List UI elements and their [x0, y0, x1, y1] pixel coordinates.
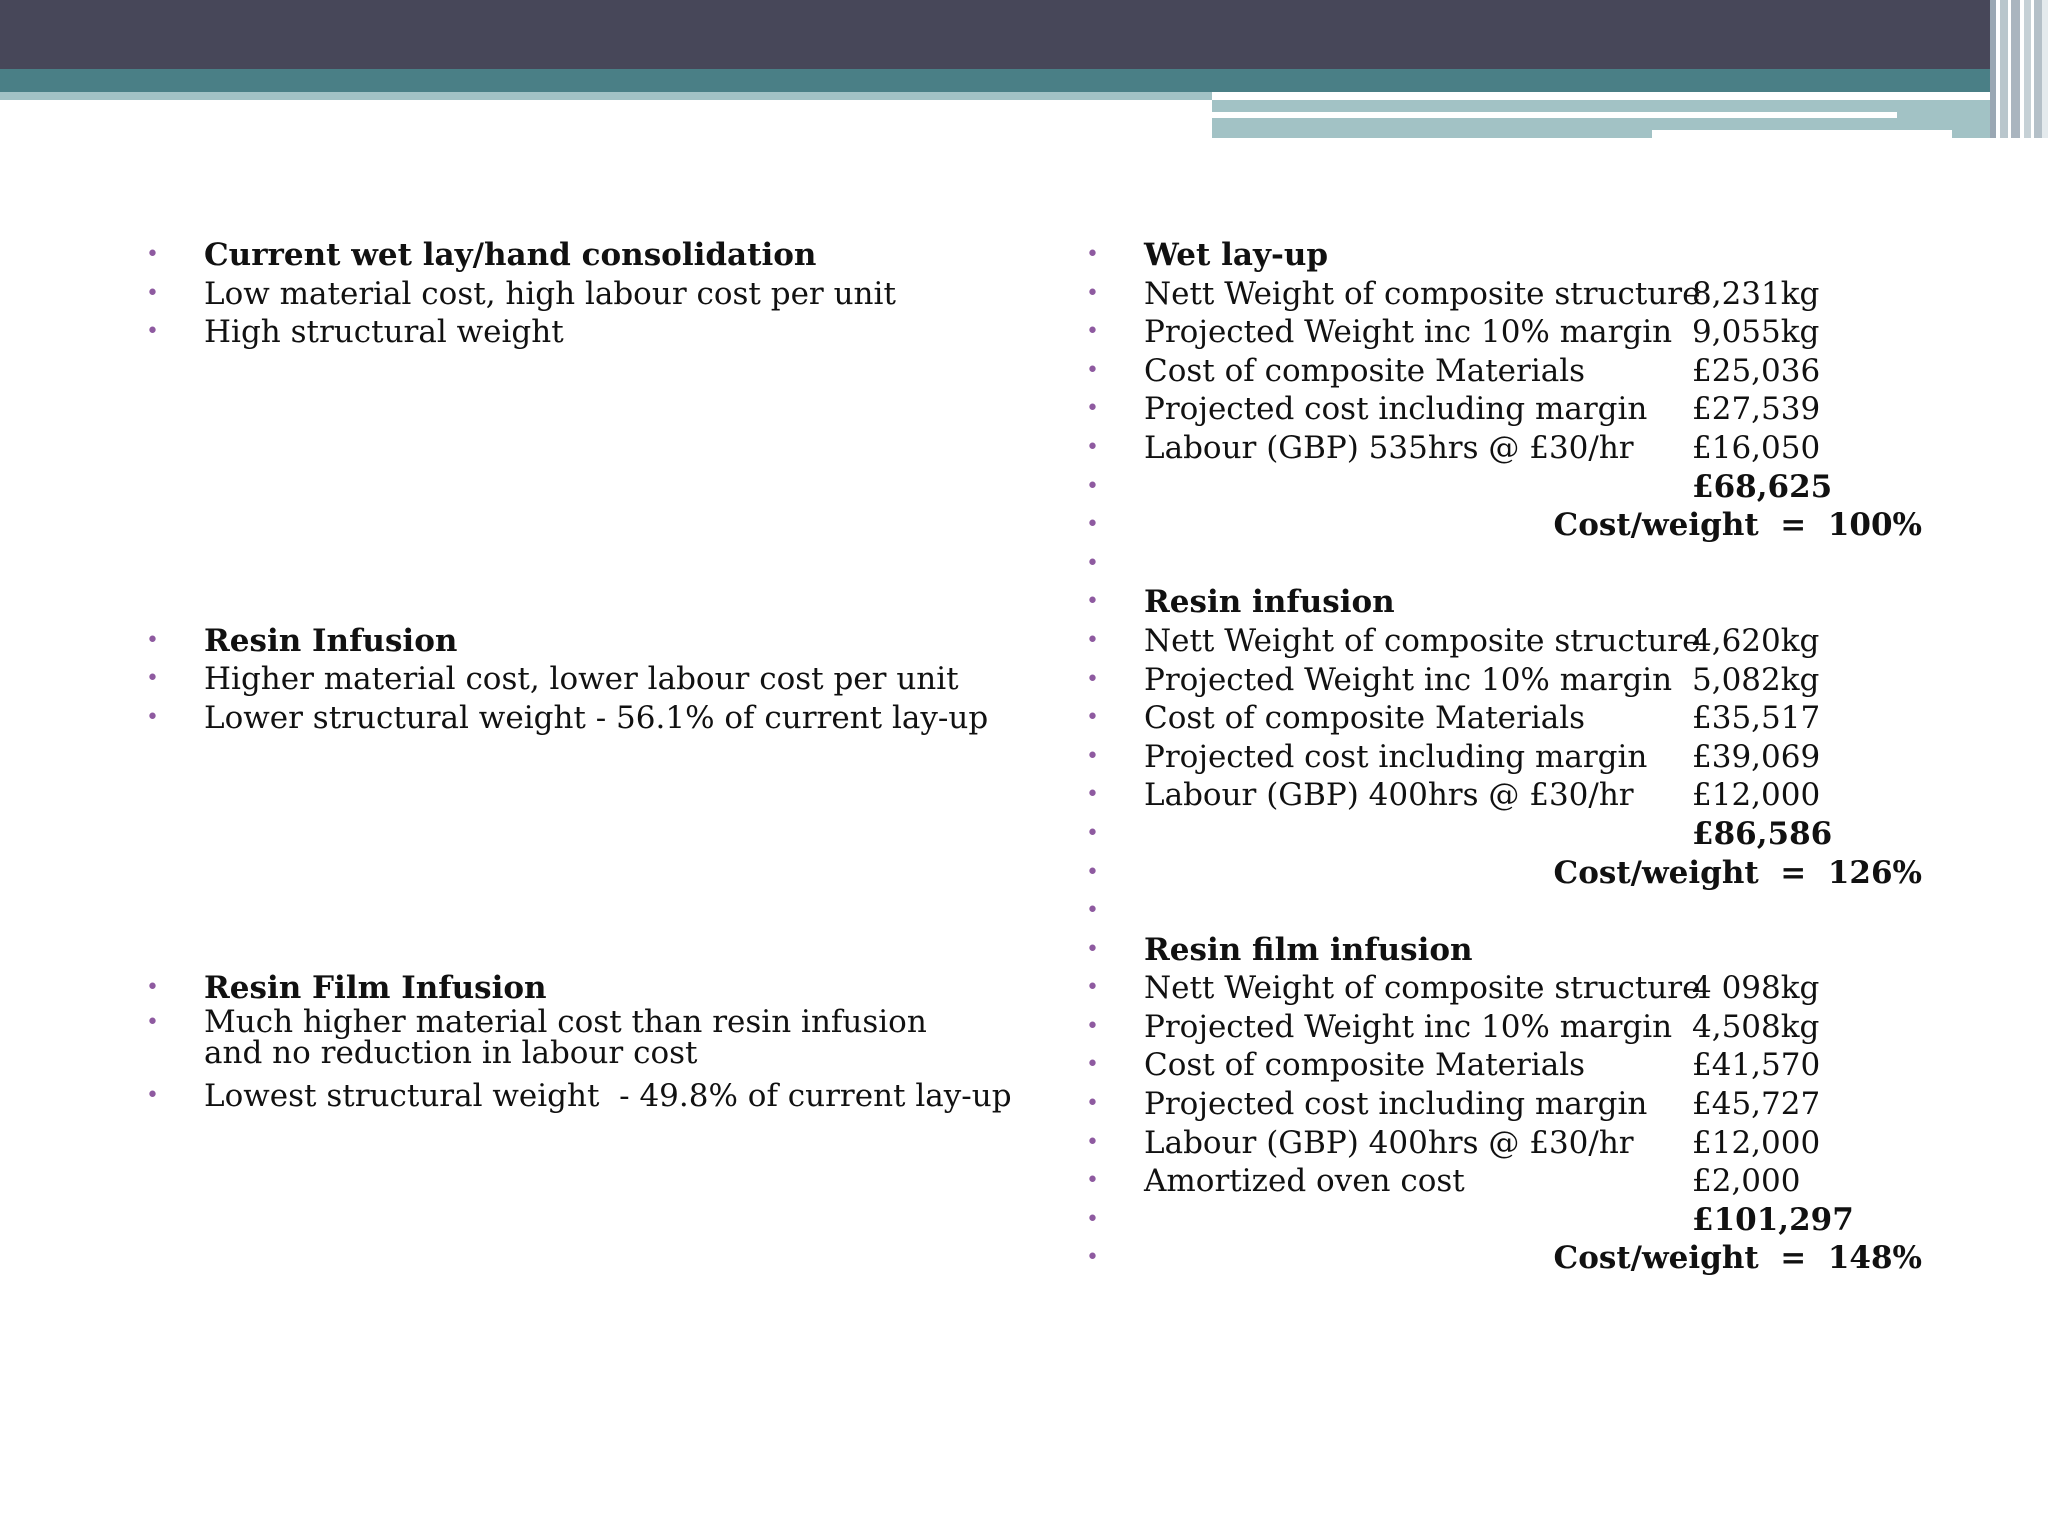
header-white-line-lower	[1652, 130, 1952, 140]
bullet-icon: •	[146, 280, 159, 306]
row-label: Labour (GBP) 400hrs @ £30/hr	[1144, 1124, 1634, 1161]
row-label: Nett Weight of composite structure	[1144, 970, 1701, 1007]
bullet-icon: •	[1086, 1245, 1099, 1271]
cost-weight: Cost/weight = 148%	[1553, 1240, 1922, 1277]
row-value: £39,069	[1692, 738, 1821, 775]
bullet-icon: •	[1086, 1168, 1099, 1194]
list-item	[140, 1077, 1040, 1116]
list-item	[1080, 583, 2000, 622]
list-item	[1080, 892, 2000, 931]
list-item	[1080, 622, 2000, 661]
bullet-icon: •	[1086, 898, 1099, 924]
list-item	[1080, 390, 2000, 429]
cost-weight: Cost/weight = 100%	[1553, 507, 1922, 544]
bullet-icon: •	[1086, 1013, 1099, 1039]
list-item	[1080, 1008, 2000, 1047]
point-text: Low material cost, high labour cost per unit	[204, 275, 896, 312]
header-white-line	[1212, 112, 1897, 118]
section-title: Resin infusion	[1144, 584, 1395, 621]
row-label: Cost of composite Materials	[1144, 700, 1586, 737]
row-label: Projected Weight inc 10% margin	[1144, 314, 1673, 351]
bullet-icon: •	[1086, 936, 1099, 962]
list-item	[1080, 1162, 2000, 1201]
header-stripes	[1990, 0, 2048, 138]
row-value: £35,517	[1692, 700, 1821, 737]
bullet-icon: •	[146, 974, 159, 1000]
bullet-icon: •	[146, 1083, 159, 1109]
bullet-icon: •	[1086, 1129, 1099, 1155]
bullet-icon: •	[146, 704, 159, 730]
list-item	[1080, 815, 2000, 854]
row-label: Cost of composite Materials	[1144, 352, 1586, 389]
header-band-light-left	[0, 92, 1212, 100]
list-item	[1080, 738, 2000, 777]
bullet-icon: •	[1086, 512, 1099, 538]
bullet-icon: •	[1086, 1052, 1099, 1078]
row-value: 5,082kg	[1692, 661, 1820, 698]
list-item	[1080, 313, 2000, 352]
list-item	[1080, 352, 2000, 391]
left-list-infusion	[140, 622, 1040, 738]
row-value: £16,050	[1692, 429, 1821, 466]
row-label: Projected cost including margin	[1144, 391, 1648, 428]
header-band-dark	[0, 0, 2048, 69]
bullet-icon: •	[1086, 666, 1099, 692]
list-item	[1080, 1085, 2000, 1124]
bullet-icon: •	[1086, 859, 1099, 885]
list-item	[1080, 236, 2000, 275]
bullet-icon: •	[1086, 319, 1099, 345]
total-cost: £86,586	[1692, 815, 1833, 852]
point-text: Lowest structural weight - 49.8% of current lay-up	[204, 1078, 1012, 1115]
list-item	[1080, 969, 2000, 1008]
bullet-icon: •	[146, 666, 159, 692]
row-value: £12,000	[1692, 777, 1821, 814]
list-item	[1080, 1124, 2000, 1163]
row-label: Nett Weight of composite structure	[1144, 275, 1701, 312]
list-item	[140, 699, 1040, 738]
bullet-icon: •	[1086, 242, 1099, 267]
list-item	[1080, 661, 2000, 700]
bullet-icon: •	[1086, 743, 1099, 769]
section-title: Resin film infusion	[1144, 931, 1473, 968]
list-item	[1080, 1201, 2000, 1240]
section-title: Resin Film Infusion	[204, 969, 547, 1006]
list-item	[140, 313, 1040, 352]
row-label: Labour (GBP) 535hrs @ £30/hr	[1144, 429, 1634, 466]
list-item	[1080, 275, 2000, 314]
bullet-icon: •	[146, 242, 159, 267]
list-item	[1080, 1046, 2000, 1085]
point-text: Lower structural weight - 56.1% of current lay-up	[204, 699, 989, 736]
list-item	[1080, 506, 2000, 545]
row-label: Labour (GBP) 400hrs @ £30/hr	[1144, 777, 1634, 814]
bullet-icon: •	[1086, 1206, 1099, 1232]
header-band-teal	[0, 69, 2048, 92]
left-list-film	[140, 969, 1040, 1116]
bullet-icon: •	[1086, 705, 1099, 731]
list-item	[1080, 1239, 2000, 1278]
list-item	[1080, 429, 2000, 468]
bullet-icon: •	[1086, 434, 1099, 460]
row-value: 4,508kg	[1692, 1008, 1820, 1045]
right-list	[1080, 236, 2000, 1278]
row-value: £27,539	[1692, 391, 1821, 428]
list-item	[1080, 545, 2000, 584]
row-value: 4,620kg	[1692, 622, 1820, 659]
bullet-icon: •	[146, 627, 159, 653]
row-value: 9,055kg	[1692, 314, 1820, 351]
total-cost: £68,625	[1692, 468, 1833, 505]
point-text: Higher material cost, lower labour cost per unit	[204, 661, 959, 698]
bullet-icon: •	[146, 1010, 159, 1036]
point-text: Much higher material cost than resin infusion and no reduction in labour cost	[204, 1004, 927, 1072]
row-value: 8,231kg	[1692, 275, 1820, 312]
section-title: Wet lay-up	[1144, 237, 1329, 273]
total-cost: £101,297	[1692, 1201, 1854, 1238]
right-column	[1080, 236, 2000, 1278]
row-label: Projected cost including margin	[1144, 738, 1648, 775]
list-item	[140, 622, 1040, 661]
bullet-icon: •	[1086, 280, 1099, 306]
row-label: Projected cost including margin	[1144, 1086, 1648, 1123]
bullet-icon: •	[1086, 550, 1099, 576]
list-item	[1080, 699, 2000, 738]
bullet-icon: •	[1086, 627, 1099, 653]
row-label: Amortized oven cost	[1144, 1163, 1465, 1200]
list-item	[1080, 776, 2000, 815]
section-title: Resin Infusion	[204, 622, 458, 659]
bullet-icon: •	[1086, 357, 1099, 383]
bullet-icon: •	[1086, 1091, 1099, 1117]
left-column	[140, 236, 1040, 1116]
point-text: High structural weight	[204, 314, 564, 351]
bullet-icon: •	[1086, 782, 1099, 808]
list-item	[140, 660, 1040, 699]
row-value: £45,727	[1692, 1086, 1821, 1123]
row-value: 4 098kg	[1692, 970, 1820, 1007]
cost-weight: Cost/weight = 126%	[1553, 854, 1922, 891]
section-title: Current wet lay/hand consolidation	[204, 237, 817, 273]
bullet-icon: •	[146, 319, 159, 345]
bullet-icon: •	[1086, 820, 1099, 846]
list-item	[1080, 468, 2000, 507]
list-item	[140, 236, 1040, 275]
list-item	[140, 1004, 1040, 1077]
row-value: £25,036	[1692, 352, 1821, 389]
row-label: Projected Weight inc 10% margin	[1144, 661, 1673, 698]
row-label: Cost of composite Materials	[1144, 1047, 1586, 1084]
row-label: Nett Weight of composite structure	[1144, 622, 1701, 659]
bullet-icon: •	[1086, 473, 1099, 499]
list-item	[1080, 854, 2000, 893]
bullet-icon: •	[1086, 396, 1099, 422]
row-value: £2,000	[1692, 1163, 1801, 1200]
row-value: £41,570	[1692, 1047, 1821, 1084]
row-label: Projected Weight inc 10% margin	[1144, 1008, 1673, 1045]
bullet-icon: •	[1086, 589, 1099, 615]
bullet-icon: •	[1086, 975, 1099, 1001]
row-value: £12,000	[1692, 1124, 1821, 1161]
list-item	[1080, 931, 2000, 970]
left-list-wet	[140, 236, 1040, 352]
list-item	[140, 969, 1040, 1008]
list-item	[140, 275, 1040, 314]
